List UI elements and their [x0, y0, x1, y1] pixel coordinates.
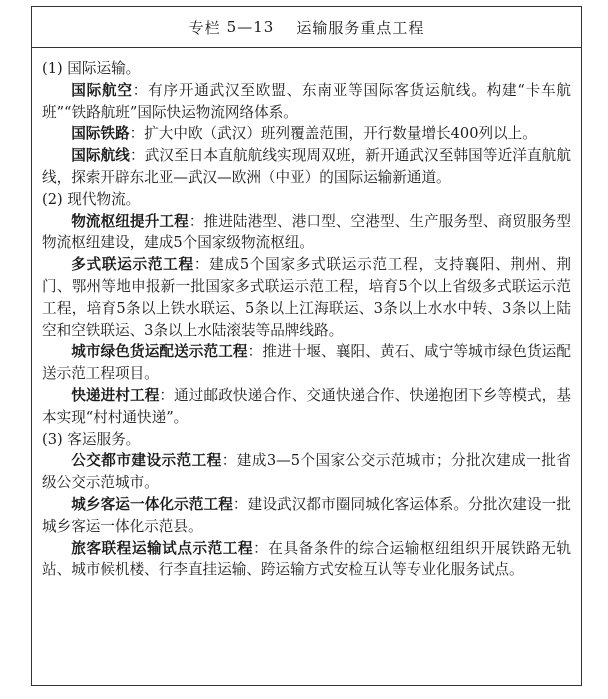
- item-text: ：推进十堰、襄阳、黄石、咸宁等城市绿色货运配送示范工程项目。: [42, 343, 571, 383]
- item-international-rail: [42, 123, 571, 145]
- column-label: 专栏: [188, 18, 221, 37]
- item-text: ：推进陆港型、港口型、空港型、生产服务型、商贸服务型物流枢纽建设，建成5个国家级物流枢纽。: [42, 212, 571, 252]
- item-text: ：建成5个国家多式联运示范工程，支持襄阳、荆州、荆门、鄂州等地申报新一批国家多式联运示范工程，培育5个以上省级多式联运示范工程，培育5条以上铁水联运、5条以上江海联运、3条以上水水中转、3条以上陆空和空铁联运、3条以上水陆滚装等品牌线路。: [42, 256, 571, 339]
- item-lead: 国际航空: [71, 81, 133, 99]
- item-text: ：通过邮政快递合作、交通快递合作、快递抱团下乡等模式，基本实现“村村通快递”。: [42, 386, 571, 426]
- column-content: [32, 48, 581, 581]
- item-green-freight: [42, 341, 571, 385]
- section-heading-logistics: (2) 现代物流。: [42, 190, 141, 208]
- column-title-text: 运输服务重点工程: [296, 18, 425, 37]
- item-lead: 国际航线: [71, 147, 130, 165]
- section-heading-passenger: (3) 客运服务。: [42, 430, 141, 448]
- item-lead: 旅客联程运输试点示范工程: [71, 539, 254, 557]
- item-text: ：有序开通武汉至欧盟、东南亚等国际客货运航线。构建“卡车航班”“铁路航班”国际快运物流网络体系。: [42, 81, 571, 121]
- item-text: ：在具备条件的综合运输枢纽组织开展铁路无轨站、城市候机楼、行李直挂运输、跨运输方式安检互认等专业化服务试点。: [42, 539, 571, 579]
- section-heading-international: (1) 国际运输。: [42, 60, 141, 77]
- item-lead: 快递进村工程: [71, 386, 160, 404]
- item-lead: 多式联运示范工程: [71, 256, 194, 274]
- item-express-village: [42, 385, 571, 429]
- column-box: [31, 6, 582, 686]
- item-urban-rural: [42, 494, 571, 538]
- item-lead: 物流枢纽提升工程: [71, 212, 189, 230]
- item-text: ：扩大中欧（武汉）班列覆盖范围，开行数量增长400列以上。: [129, 125, 537, 143]
- item-text: ：建成3—5个国家公交示范城市；分批次建成一批省级公交示范城市。: [42, 452, 571, 492]
- item-international-routes: [42, 145, 571, 189]
- item-text: ：建设武汉都市圈同城化客运体系。分批次建设一批城乡客运一体化示范县。: [42, 495, 571, 535]
- item-intermodal-passenger: [42, 538, 571, 582]
- item-logistics-hub: [42, 211, 571, 255]
- item-text: ：武汉至日本直航航线实现周双班，新开通武汉至韩国等近洋直航航线，探索开辟东北亚—武汉—欧洲（中亚）的国际运输新通道。: [42, 147, 571, 186]
- item-lead: 城乡客运一体化示范工程: [71, 495, 233, 513]
- item-international-air: [42, 80, 571, 124]
- item-lead: 公交都市建设示范工程: [71, 452, 222, 470]
- item-transit-metropolis: [42, 450, 571, 494]
- column-number: 5—13: [226, 18, 275, 36]
- item-lead: 国际铁路: [71, 125, 130, 143]
- item-lead: 城市绿色货运配送示范工程: [71, 343, 248, 361]
- column-title: [32, 7, 581, 48]
- item-multimodal: [42, 254, 571, 341]
